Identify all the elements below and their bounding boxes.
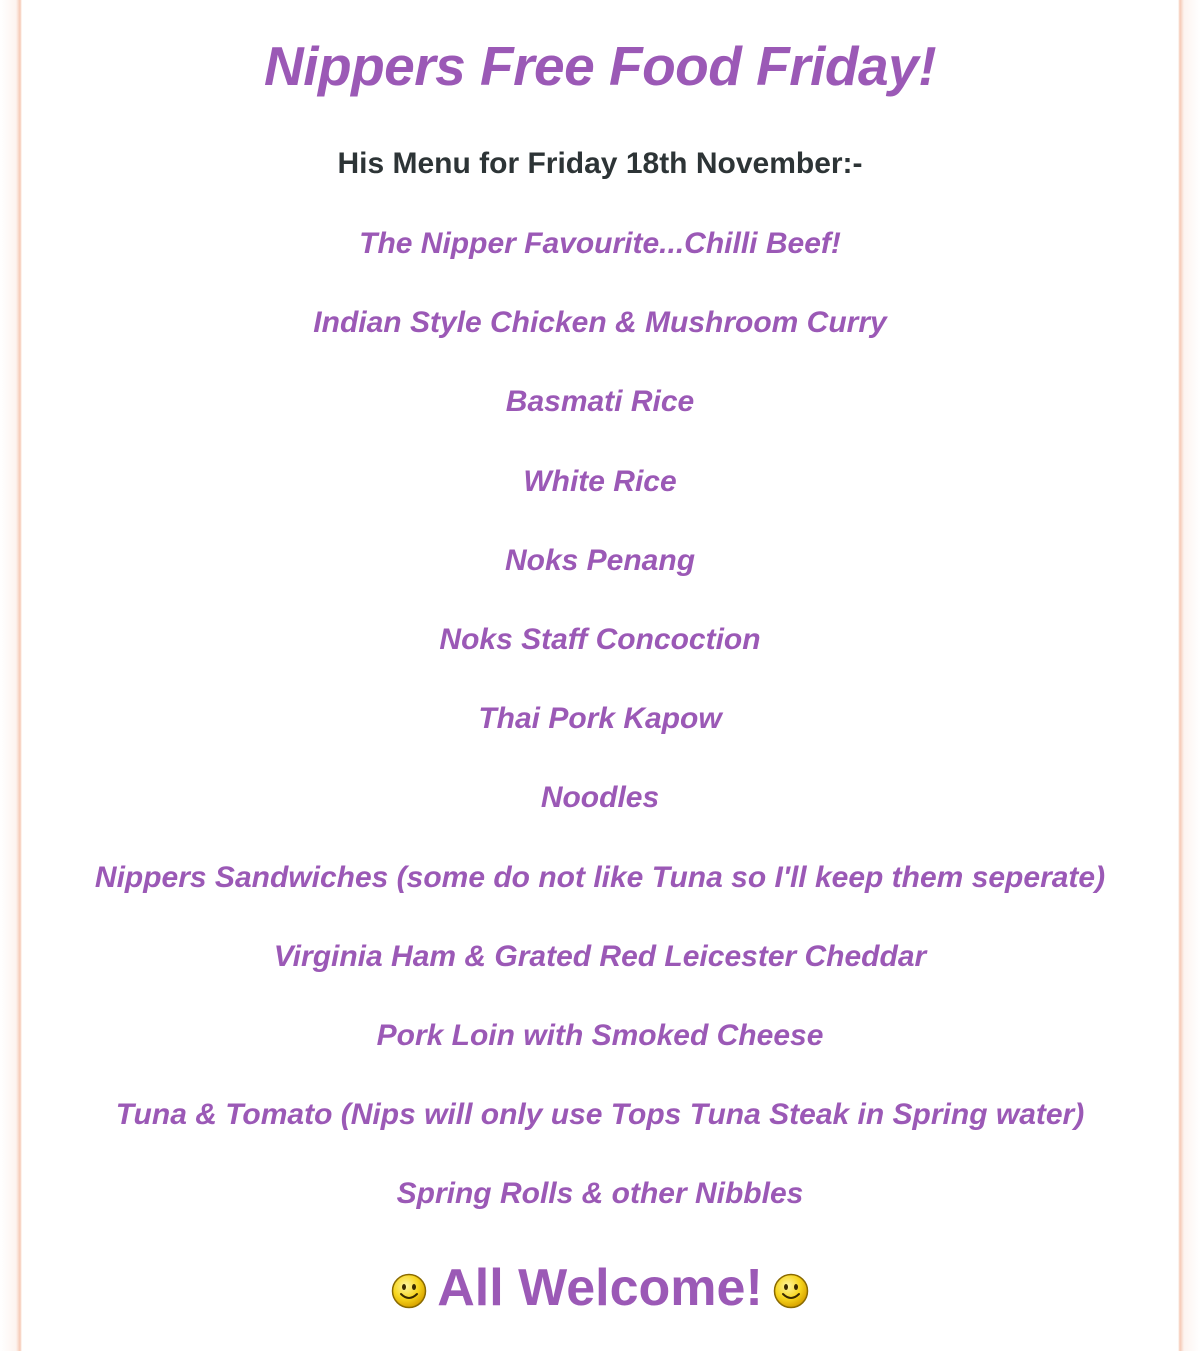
menu-item-white-rice: White Rice: [523, 464, 677, 498]
menu-item-spring-rolls: Spring Rolls & other Nibbles: [396, 1177, 804, 1211]
right-border: [1178, 0, 1200, 1351]
menu-item-ham-cheddar: Virginia Ham & Grated Red Leicester Cheddar: [273, 939, 927, 973]
left-border: [0, 0, 22, 1351]
smiley-icon: [391, 1273, 427, 1309]
closing-text: All Welcome!: [437, 1259, 763, 1317]
menu-item-pork-loin: Pork Loin with Smoked Cheese: [376, 1018, 824, 1052]
menu-item-noks-penang: Noks Penang: [504, 543, 696, 577]
menu-item-sandwiches: Nippers Sandwiches (some do not like Tuna so I'll keep them seperate): [94, 860, 1106, 894]
smiley-icon: [773, 1273, 809, 1309]
menu-item-pork-kapow: Thai Pork Kapow: [478, 702, 722, 736]
menu-item-tuna-tomato: Tuna & Tomato (Nips will only use Tops Tuna Steak in Spring water): [115, 1098, 1085, 1132]
menu-item-staff-concoction: Noks Staff Concoction: [439, 622, 761, 656]
post-title: Nippers Free Food Friday!: [263, 35, 937, 97]
menu-heading: His Menu for Friday 18th November:-: [337, 147, 863, 180]
menu-item-chicken-curry: Indian Style Chicken & Mushroom Curry: [313, 306, 887, 340]
post-content: [22, 0, 1178, 1351]
menu-item-chilli-beef: The Nipper Favourite...Chilli Beef!: [359, 227, 841, 260]
menu-item-noodles: Noodles: [540, 781, 660, 815]
menu-item-basmati-rice: Basmati Rice: [505, 385, 695, 419]
menu-list: [22, 226, 1178, 1255]
closing-line: [22, 1256, 1178, 1320]
